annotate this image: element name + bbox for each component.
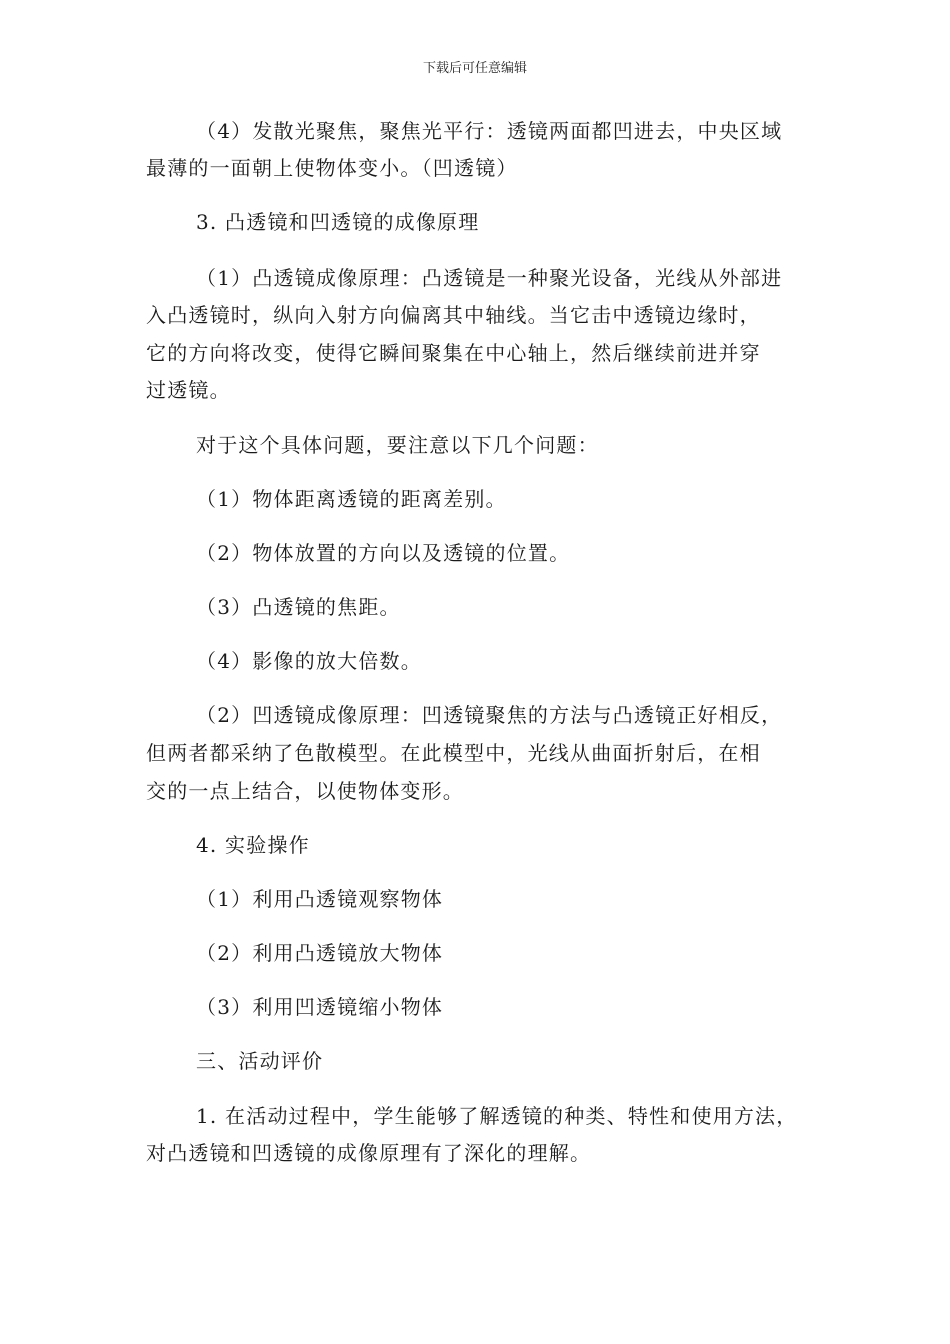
list-item: （2）物体放置的方向以及透镜的位置。 <box>196 541 571 565</box>
list-item: （1）物体距离透镜的距离差别。 <box>196 487 507 511</box>
list-item: （3）利用凹透镜缩小物体 <box>196 995 444 1019</box>
section-heading: 三、活动评价 <box>196 1049 324 1073</box>
list-item: （1）利用凸透镜观察物体 <box>196 887 444 911</box>
paragraph-line: （1）凸透镜成像原理：凸透镜是一种聚光设备，光线从外部进 <box>196 266 783 290</box>
paragraph-line: （4）发散光聚焦，聚焦光平行：透镜两面都凹进去，中央区域 <box>196 119 783 143</box>
list-item: （2）利用凸透镜放大物体 <box>196 941 444 965</box>
section-heading: 4. 实验操作 <box>196 833 310 857</box>
list-item: （4）影像的放大倍数。 <box>196 649 422 673</box>
paragraph-line: 它的方向将改变，使得它瞬间聚集在中心轴上，然后继续前进并穿 <box>146 341 761 365</box>
paragraph-line: 1. 在活动过程中，学生能够了解透镜的种类、特性和使用方法， <box>196 1104 798 1128</box>
paragraph-line: 但两者都采纳了色散模型。在此模型中，光线从曲面折射后，在相 <box>146 741 761 765</box>
paragraph-line: 最薄的一面朝上使物体变小。（凹透镜） <box>146 156 518 180</box>
paragraph-line: （2）凹透镜成像原理：凹透镜聚焦的方法与凸透镜正好相反， <box>196 703 783 727</box>
paragraph-line: 对于这个具体问题，要注意以下几个问题： <box>196 433 599 457</box>
section-heading: 3. 凸透镜和凹透镜的成像原理 <box>196 210 480 234</box>
paragraph-line: 过透镜。 <box>146 378 231 402</box>
list-item: （3）凸透镜的焦距。 <box>196 595 401 619</box>
paragraph-line: 对凸透镜和凹透镜的成像原理有了深化的理解。 <box>146 1141 592 1165</box>
paragraph-line: 入凸透镜时，纵向入射方向偏离其中轴线。当它击中透镜边缘时， <box>146 303 761 327</box>
paragraph-line: 交的一点上结合，以使物体变形。 <box>146 779 464 803</box>
page-header: 下载后可任意编辑 <box>422 61 527 76</box>
